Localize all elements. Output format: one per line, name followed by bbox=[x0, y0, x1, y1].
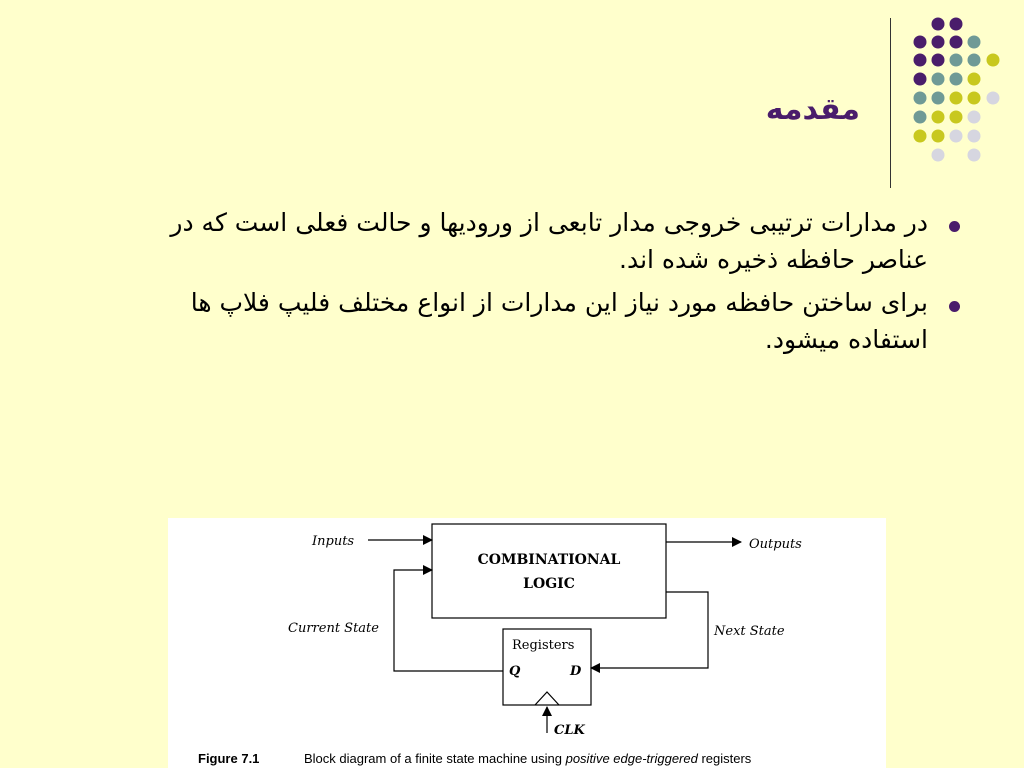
d-label: D bbox=[570, 664, 582, 679]
decorative-dot bbox=[950, 92, 963, 105]
decorative-dot bbox=[968, 36, 981, 49]
decorative-dot bbox=[950, 111, 963, 124]
decorative-dot bbox=[968, 73, 981, 86]
decorative-dot bbox=[950, 73, 963, 86]
decorative-dot bbox=[932, 73, 945, 86]
decorative-dot bbox=[914, 130, 927, 143]
decorative-dot bbox=[932, 130, 945, 143]
title-divider bbox=[890, 18, 891, 188]
combinational-logic-box bbox=[432, 524, 666, 618]
clk-label: CLK bbox=[554, 723, 585, 738]
bullet-icon bbox=[949, 301, 960, 312]
decorative-dot-grid bbox=[0, 0, 1024, 200]
decorative-dot bbox=[950, 54, 963, 67]
decorative-dot bbox=[914, 111, 927, 124]
decorative-dot bbox=[968, 149, 981, 162]
slide-title: مقدمه bbox=[765, 92, 860, 127]
registers-label: Registers bbox=[512, 638, 575, 653]
bullet-text: برای ساختن حافظه مورد نیاز این مدارات از انواع مختلف فلیپ فلاپ ها استفاده میشود. bbox=[190, 288, 928, 354]
decorative-dot bbox=[968, 111, 981, 124]
decorative-dot bbox=[968, 54, 981, 67]
decorative-dot bbox=[914, 92, 927, 105]
caption-text-a: Block diagram of a finite state machine using bbox=[304, 751, 566, 766]
decorative-dot bbox=[968, 130, 981, 143]
decorative-dot bbox=[932, 18, 945, 31]
figure-caption-number: Figure 7.1 bbox=[198, 751, 260, 766]
decorative-dot bbox=[987, 92, 1000, 105]
bullet-list bbox=[110, 204, 970, 364]
fsm-block-diagram bbox=[168, 518, 886, 768]
decorative-dot bbox=[950, 18, 963, 31]
caption-text-em: positive edge-triggered bbox=[565, 751, 698, 766]
current-state-label: Current State bbox=[288, 621, 379, 636]
figure-caption bbox=[304, 751, 752, 766]
decorative-dot bbox=[987, 54, 1000, 67]
fsm-diagram-svg bbox=[168, 518, 886, 768]
logic-label-line2: LOGIC bbox=[523, 576, 575, 592]
decorative-dot bbox=[932, 111, 945, 124]
bullet-item bbox=[110, 204, 970, 278]
bullet-icon bbox=[949, 221, 960, 232]
next-state-label: Next State bbox=[714, 624, 785, 639]
decorative-dot bbox=[950, 130, 963, 143]
inputs-label: Inputs bbox=[312, 534, 355, 549]
outputs-label: Outputs bbox=[749, 537, 802, 552]
decorative-dot bbox=[950, 36, 963, 49]
decorative-dot bbox=[968, 92, 981, 105]
q-label: Q bbox=[509, 664, 521, 679]
caption-text-b: registers bbox=[697, 751, 752, 766]
decorative-dot bbox=[932, 92, 945, 105]
bullet-text: در مدارات ترتیبی خروجی مدار تابعی از ورودیها و حالت فعلی است که در عناصر حافظه ذخیره شده اند. bbox=[170, 208, 928, 274]
decorative-dot bbox=[932, 54, 945, 67]
bullet-item bbox=[110, 284, 970, 358]
decorative-dot bbox=[914, 54, 927, 67]
decorative-dot bbox=[932, 36, 945, 49]
decorative-dot bbox=[914, 73, 927, 86]
decorative-dot bbox=[932, 149, 945, 162]
decorative-dot bbox=[914, 36, 927, 49]
logic-label-line1: COMBINATIONAL bbox=[477, 552, 621, 568]
